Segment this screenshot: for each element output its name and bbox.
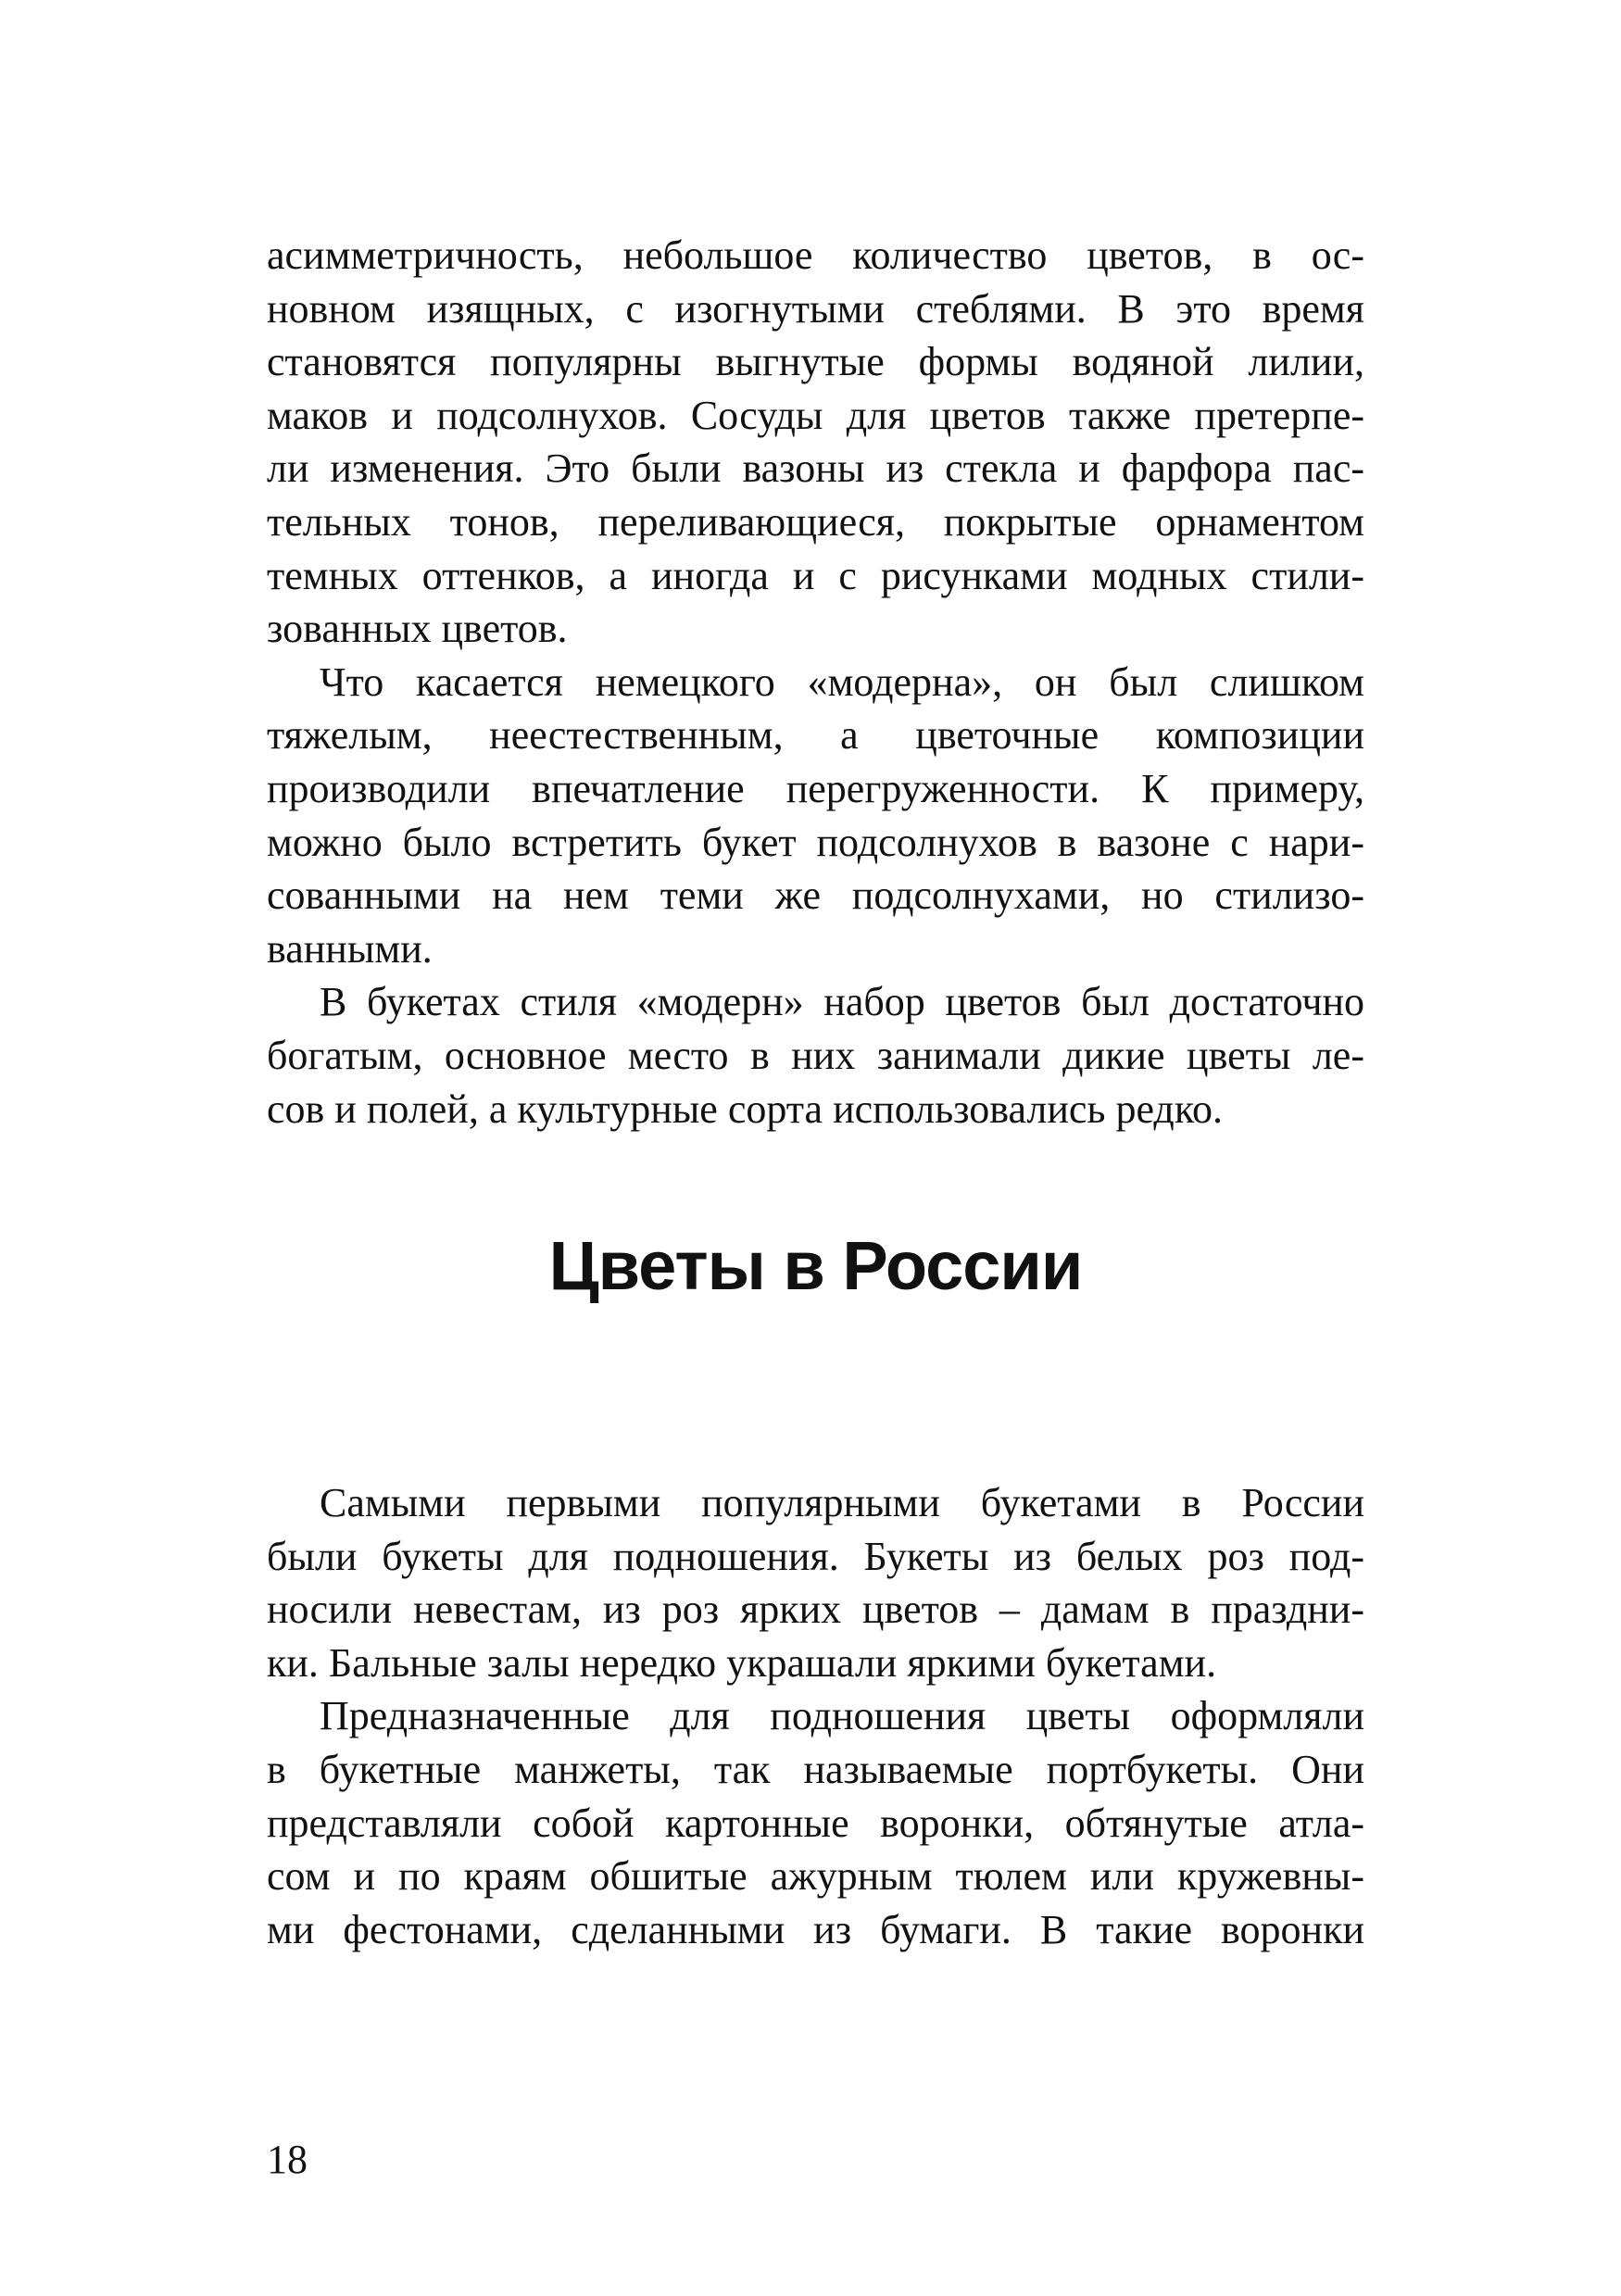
- text-line: зованных цветов.: [267, 606, 568, 652]
- text-line: сом и по краям обшитые ажурным тюлем или кружевны-: [267, 1853, 1364, 1900]
- text-line: можно было встретить букет подсолнухов в вазоне с нари-: [267, 819, 1364, 865]
- text-line: были букеты для подношения. Букеты из белых роз под-: [267, 1533, 1364, 1579]
- paragraph: [267, 1476, 1364, 1689]
- body-text-top: [267, 229, 1364, 1135]
- text-line: сов и полей, а культурные сорта использовались редко.: [267, 1085, 1223, 1132]
- text-line: богатым, основное место в них занимали дикие цветы ле-: [267, 1032, 1364, 1078]
- text-line: В букетах стиля «модерн» набор цветов был достаточно: [320, 979, 1364, 1025]
- paragraph: [267, 656, 1364, 976]
- text-line: тяжелым, неестественным, а цветочные композиции: [267, 712, 1364, 759]
- text-line: ки. Бальные залы нередко украшали яркими букетами.: [267, 1639, 1217, 1686]
- text-line: сованными на нем теми же подсолнухами, но стилизо-: [267, 872, 1364, 919]
- text-line: маков и подсолнухов. Сосуды для цветов также претерпе-: [267, 392, 1364, 438]
- text-line: представляли собой картонные воронки, обтянутые атла-: [267, 1800, 1364, 1846]
- text-line: носили невестам, из роз ярких цветов – дамам в праздни-: [267, 1587, 1364, 1633]
- paragraph: [267, 1689, 1364, 1956]
- paragraph: [267, 975, 1364, 1135]
- text-line: тельных тонов, переливающиеся, покрытые орнаментом: [267, 498, 1364, 545]
- text-line: Предназначенные для подношения цветы оформляли: [320, 1693, 1364, 1739]
- text-line: производили впечатление перегруженности. К примеру,: [267, 765, 1364, 811]
- text-line: ванными.: [267, 925, 433, 972]
- text-line: новном изящных, с изогнутыми стеблями. В это время: [267, 285, 1364, 332]
- text-line: становятся популярны выгнутые формы водяной лилии,: [267, 339, 1364, 385]
- section-heading: Цветы в России: [548, 1227, 1083, 1304]
- page-number: 18: [267, 2137, 308, 2182]
- text-line: ли изменения. Это были вазоны из стекла и фарфора пас-: [267, 445, 1364, 492]
- text-line: темных оттенков, а иногда и с рисунками модных стили-: [267, 552, 1364, 598]
- text-line: Самыми первыми популярными букетами в России: [320, 1480, 1364, 1525]
- body-text-bottom: [267, 1476, 1364, 1956]
- text-line: ми фестонами, сделанными из бумаги. В такие воронки: [267, 1906, 1364, 1952]
- paragraph: [267, 229, 1364, 656]
- text-line: в букетные манжеты, так называемые портбукеты. Они: [267, 1746, 1364, 1792]
- text-line: асимметричность, небольшое количество цветов, в ос-: [267, 232, 1364, 278]
- text-line: Что касается немецкого «модерна», он был слишком: [320, 659, 1364, 705]
